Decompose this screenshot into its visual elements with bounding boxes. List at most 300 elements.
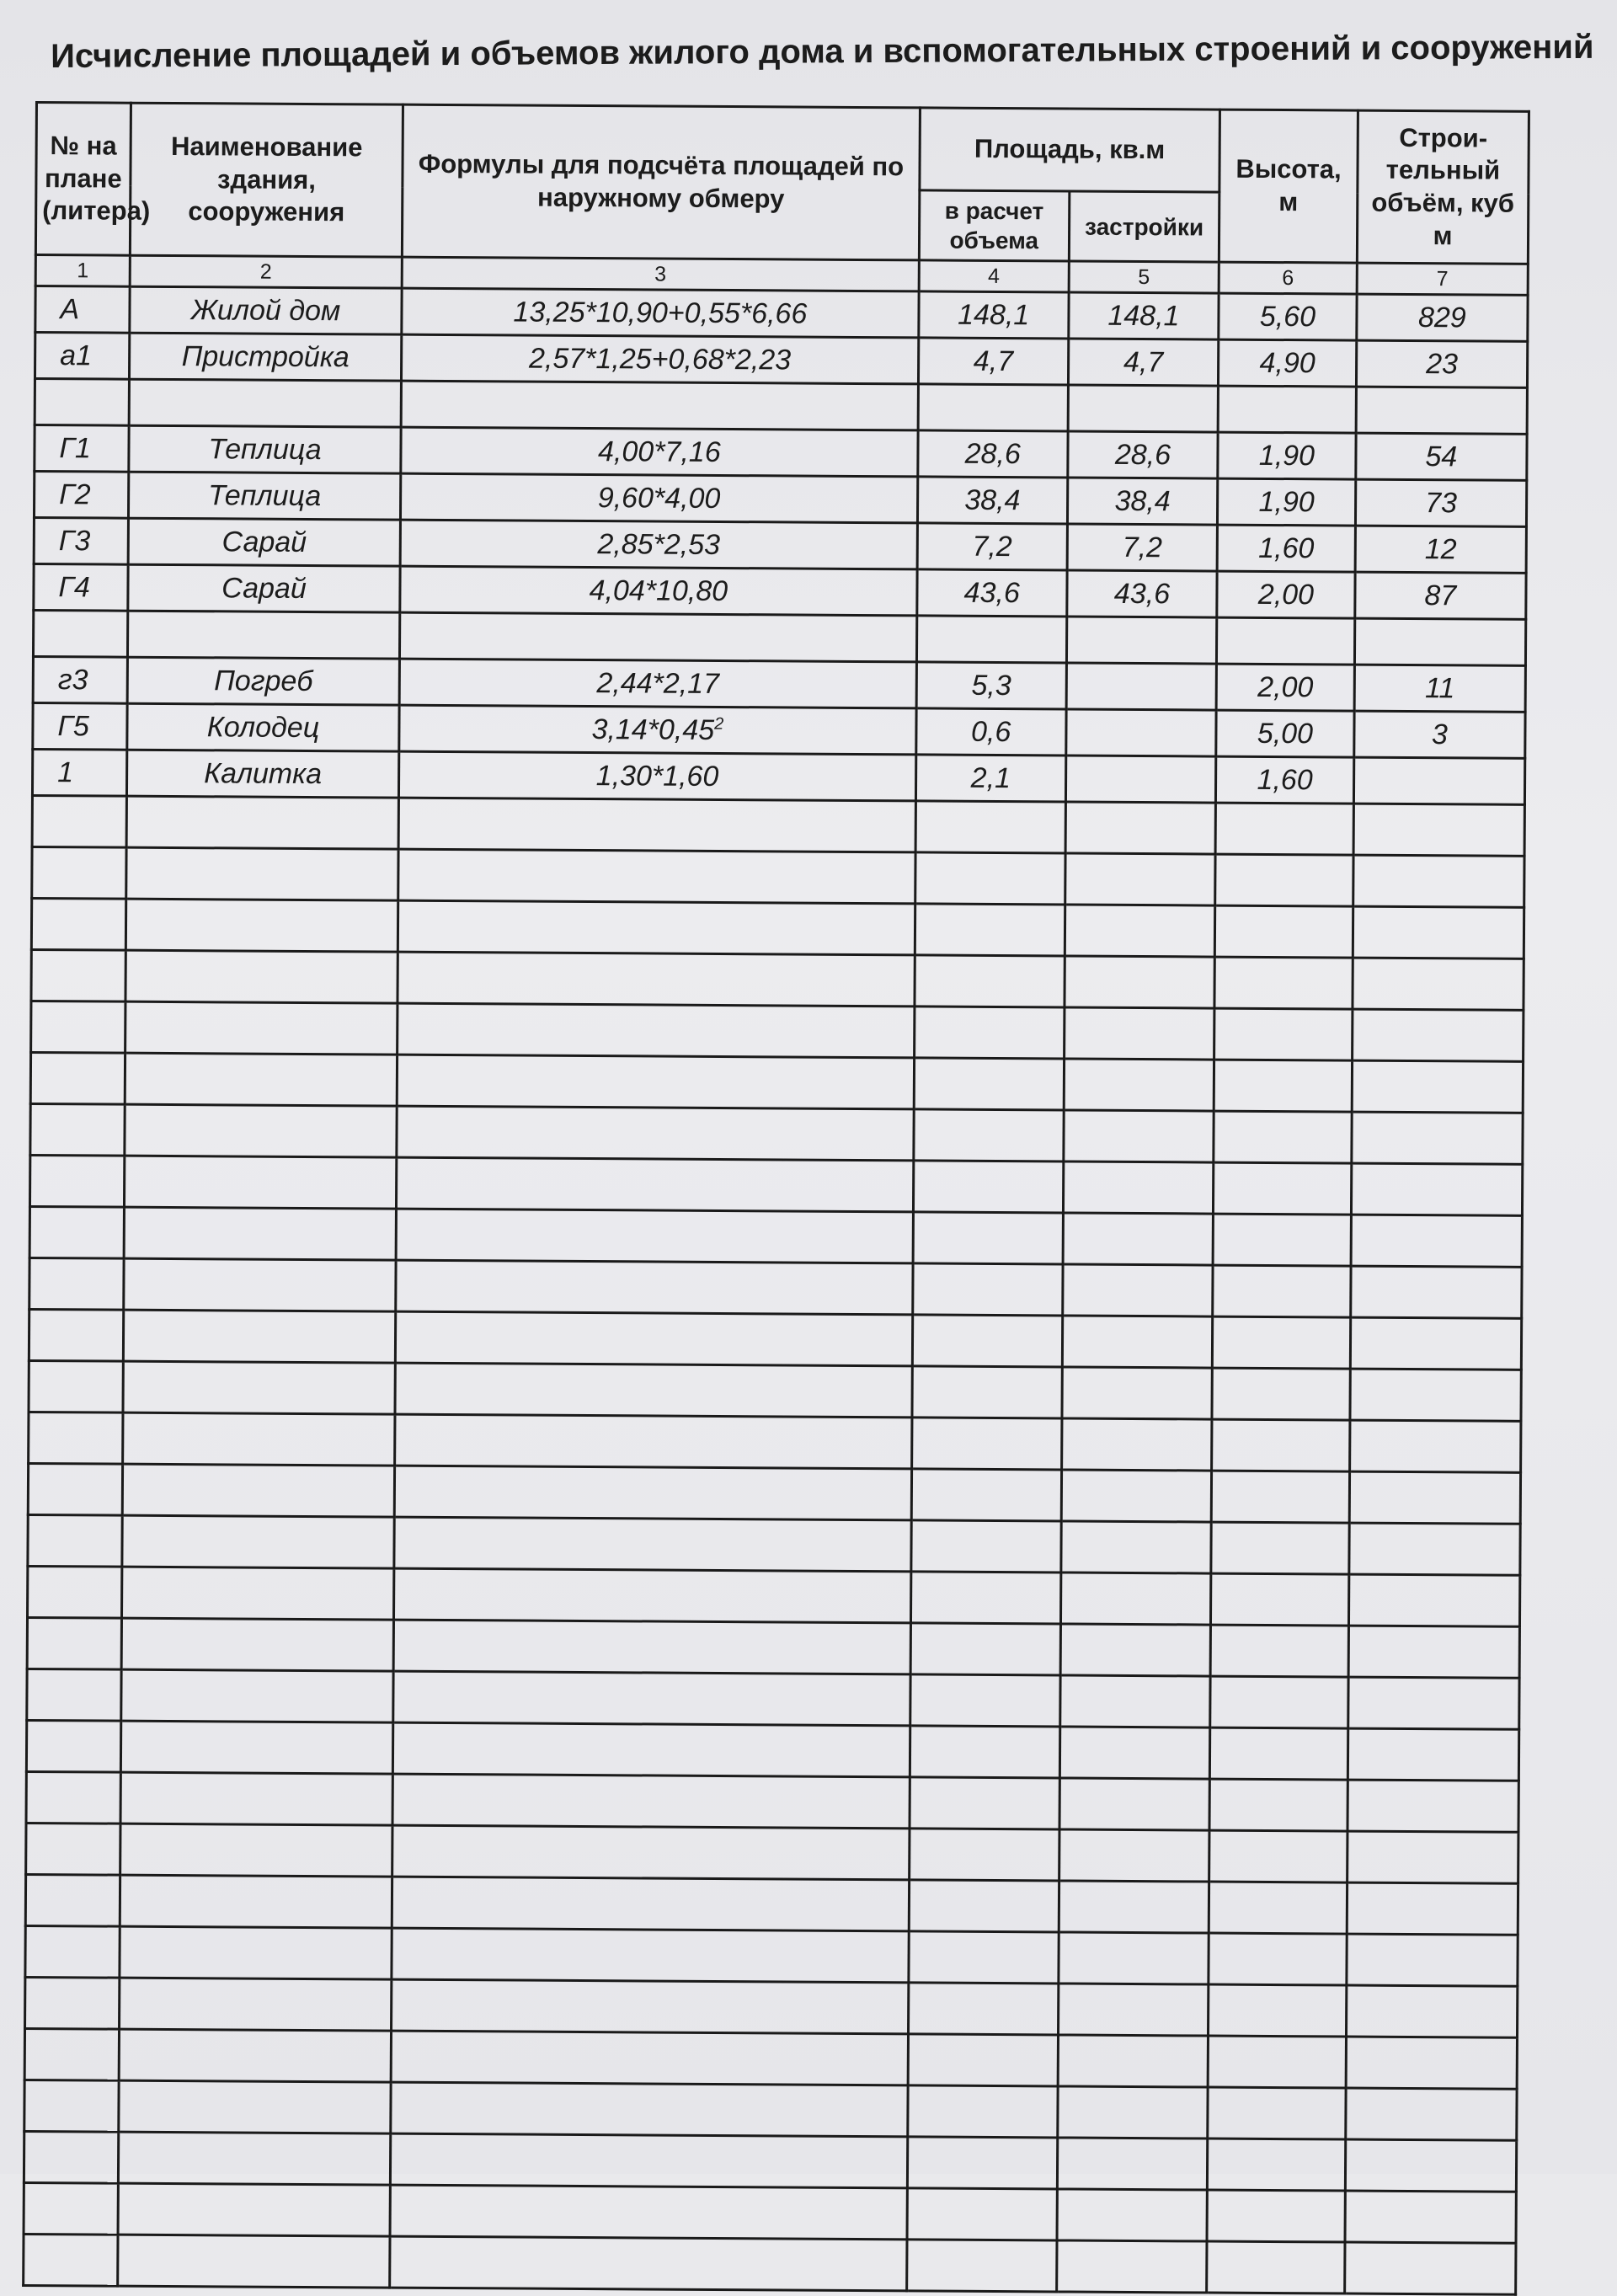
empty-cell [1207,2241,1345,2293]
cell-volume [1354,665,1525,712]
empty-table-row [32,795,1524,856]
cell-litera-text: а1 [60,339,93,371]
empty-cell [910,1623,1061,1675]
empty-cell [1061,1470,1212,1522]
header-litera: № на плане (литера) [35,103,131,256]
empty-cell [1058,1984,1209,2036]
empty-cell [392,1774,910,1829]
cell-volume [1356,340,1527,387]
cell-formula-text: 1,30*1,60 [595,759,719,793]
cell-formula-text: 4,00*7,16 [597,435,721,468]
empty-cell [32,795,126,847]
empty-table-row [26,1720,1518,1781]
empty-table-row [28,1463,1520,1524]
empty-table-row [29,1257,1522,1318]
empty-cell [1215,854,1353,906]
empty-cell [1060,1624,1211,1676]
cell-litera-text: Г3 [58,524,91,557]
empty-cell [119,2029,392,2082]
empty-cell [1059,1829,1210,1882]
empty-cell [911,1520,1062,1572]
cell-name [126,750,399,798]
calculation-table-wrapper [22,101,1530,2296]
empty-cell [125,950,398,1003]
cell-height [1219,339,1357,387]
empty-cell [906,2240,1057,2292]
empty-table-row [31,949,1524,1010]
empty-cell [124,1156,397,1209]
empty-cell [1065,853,1216,905]
cell-area-volume-text: 148,1 [958,298,1030,331]
cell-area-volume [918,338,1069,385]
cell-height-text: 1,90 [1258,439,1315,472]
cell-name-text: Колодец [206,710,320,744]
cell-volume [1356,433,1527,480]
empty-cell [24,2131,118,2183]
empty-cell [1213,1214,1351,1266]
empty-table-row [27,1669,1519,1729]
cell-area-volume [917,477,1068,524]
cell-name-text: Теплица [208,432,322,466]
cell-volume [1353,757,1524,804]
cell-area-built-text: 43,6 [1113,577,1171,610]
cell-formula [400,612,917,662]
empty-cell [392,1928,909,1983]
cell-area-volume [917,523,1068,570]
column-number: 6 [1219,262,1357,294]
cell-height-text: 2,00 [1257,670,1314,703]
empty-cell [1065,956,1215,1008]
empty-cell [1348,1780,1519,1832]
empty-cell [120,1823,393,1877]
cell-formula-text: 2,57*1,25+0,68*2,23 [528,342,792,376]
empty-table-row [29,1155,1522,1215]
empty-table-row [30,1052,1523,1113]
cell-litera-text: Г1 [59,431,92,464]
empty-cell [398,1003,915,1058]
cell-name [128,518,401,566]
empty-cell [394,1517,911,1572]
cell-formula [399,705,916,755]
cell-formula [401,381,918,430]
empty-cell [910,1572,1061,1624]
empty-cell [1345,2191,1517,2243]
cell-name-text: Сарай [221,571,307,605]
header-formula: Формулы для подсчёта площадей по наружному обмеру [403,104,921,260]
table-body [24,286,1528,2295]
cell-volume-text: 829 [1417,301,1466,334]
empty-cell [118,2235,391,2288]
header-area-volume: в расчет объема [919,190,1070,261]
empty-cell [910,1726,1060,1778]
cell-area-built [1065,756,1216,803]
header-area-group: Площадь, кв.м [920,108,1220,192]
empty-cell [1211,1471,1349,1523]
cell-area-volume-text: 4,7 [973,344,1014,377]
cell-area-volume [915,755,1066,802]
cell-area-built [1066,709,1217,756]
empty-cell [908,1983,1059,2035]
empty-cell [1353,855,1525,907]
cell-area-volume-text: 43,6 [963,576,1020,609]
cell-height-text: 5,00 [1257,717,1314,750]
empty-cell [1351,1266,1523,1318]
empty-table-row [24,2131,1516,2192]
empty-table-row [28,1566,1520,1626]
empty-cell [1352,1060,1524,1113]
empty-cell [1345,2139,1517,2192]
empty-cell [1214,957,1353,1009]
empty-table-row [25,1925,1518,1986]
cell-name [129,379,402,427]
cell-height-text: 5,60 [1259,300,1316,333]
empty-cell [126,796,399,849]
empty-cell [1214,905,1353,958]
empty-cell [1061,1521,1212,1573]
cell-volume [1356,387,1527,434]
cell-name [129,333,402,381]
empty-cell [28,1566,122,1618]
cell-name [128,472,401,520]
empty-cell [390,2236,907,2291]
empty-cell [31,1001,125,1053]
empty-cell [124,1258,397,1311]
empty-table-row [25,1977,1518,2037]
cell-formula [402,288,919,338]
cell-volume-text: 12 [1424,532,1457,565]
empty-cell [1211,1522,1349,1574]
empty-cell [393,1722,910,1777]
empty-cell [395,1414,912,1469]
empty-cell [29,1309,123,1361]
cell-area-built [1068,339,1219,386]
empty-cell [912,1263,1063,1316]
empty-cell [1059,1727,1210,1779]
cell-area-volume [917,430,1068,478]
cell-area-built-text: 4,7 [1123,345,1164,378]
column-number: 2 [130,255,403,288]
empty-cell [29,1155,124,1207]
cell-litera [34,563,128,611]
empty-cell [1057,2138,1208,2190]
cell-volume-text: 73 [1425,486,1458,519]
empty-cell [1211,1573,1349,1626]
cell-area-volume [916,569,1067,617]
empty-cell [1212,1368,1350,1420]
empty-cell [32,846,126,899]
empty-cell [28,1463,122,1515]
empty-cell [1348,1728,1519,1781]
empty-cell [1209,1727,1348,1780]
cell-area-volume-text: 7,2 [972,530,1012,563]
cell-litera-text: Г5 [57,709,89,742]
empty-cell [397,1055,914,1109]
empty-cell [1352,1112,1524,1164]
empty-cell [398,900,915,955]
cell-area-volume-text: 28,6 [964,437,1021,470]
empty-cell [913,1161,1064,1213]
cell-area-volume-text: 38,4 [964,483,1021,516]
cell-litera [34,472,128,519]
cell-name [128,564,401,612]
empty-cell [1064,1110,1214,1162]
empty-table-row [31,898,1524,958]
empty-cell [1349,1523,1521,1575]
document-title: Исчисление площадей и объемов жилого дома и вспомогательных строений и сооружений [51,28,1594,75]
empty-cell [391,2031,908,2085]
empty-cell [28,1514,122,1567]
empty-cell [29,1257,124,1310]
empty-cell [120,1926,392,1979]
cell-area-built [1067,478,1218,525]
empty-cell [1063,1161,1214,1214]
cell-volume [1355,479,1526,526]
cell-volume-text: 87 [1424,579,1457,611]
empty-cell [910,1777,1060,1829]
cell-area-volume-text: 0,6 [970,715,1011,748]
cell-volume-text: 11 [1424,671,1455,704]
cell-area-built [1069,292,1219,339]
empty-cell [392,1825,910,1880]
empty-cell [397,1157,914,1212]
empty-cell [1215,803,1353,855]
cell-litera [32,749,126,796]
empty-cell [26,1720,120,1772]
cell-litera-text: Г4 [58,570,90,603]
cell-area-built-text: 28,6 [1114,438,1171,471]
cell-name [127,703,400,751]
empty-table-row [26,1823,1518,1883]
empty-cell [1348,1574,1520,1626]
cell-name [127,611,400,659]
cell-litera-text: А [60,292,80,325]
cell-formula-text: 3,14*0,45 [591,713,715,746]
empty-cell [1350,1369,1522,1421]
cell-area-volume [915,708,1066,756]
empty-cell [912,1366,1063,1418]
empty-cell [119,2080,392,2133]
empty-cell [909,1931,1059,1984]
empty-cell [1346,2088,1518,2140]
cell-volume [1354,618,1525,665]
empty-cell [124,1207,397,1260]
empty-cell [1214,1111,1352,1163]
cell-volume [1355,572,1526,619]
empty-cell [123,1310,396,1363]
empty-cell [1210,1676,1348,1728]
cell-volume-text: 23 [1426,347,1459,380]
cell-formula-text: 9,60*4,00 [597,481,721,515]
cell-height [1217,617,1355,665]
header-height: Высота, м [1219,109,1358,263]
empty-cell [119,1978,392,2031]
cell-litera [34,517,128,564]
cell-volume-text: 54 [1425,440,1458,473]
empty-cell [1062,1316,1213,1368]
cell-name-text: Пристройка [181,339,350,373]
cell-formula-text: 4,04*10,80 [589,574,728,607]
empty-cell [914,1058,1065,1110]
empty-table-row [26,1771,1518,1832]
empty-table-row [24,2234,1516,2294]
empty-cell [1060,1675,1211,1727]
empty-cell [391,2082,908,2137]
cell-formula [400,520,917,569]
empty-cell [1351,1215,1523,1267]
empty-table-row [24,2182,1516,2243]
empty-cell [393,1671,910,1726]
cell-litera [35,286,130,334]
cell-height [1217,525,1355,572]
empty-cell [1346,2037,1518,2089]
empty-cell [398,798,915,852]
cell-litera [35,379,129,426]
cell-area-built [1067,524,1218,571]
empty-cell [1065,905,1215,957]
cell-area-built [1066,663,1217,710]
empty-cell [1210,1625,1348,1677]
cell-litera [35,425,129,473]
empty-table-row [32,846,1524,907]
empty-cell [911,1418,1062,1470]
empty-cell [122,1464,395,1517]
cell-height [1218,478,1356,526]
empty-table-row [29,1412,1521,1472]
empty-cell [123,1412,396,1466]
empty-cell [1063,1213,1214,1265]
empty-cell [1351,1163,1523,1215]
empty-cell [1065,802,1216,854]
cell-area-built-text: 7,2 [1122,531,1163,563]
empty-cell [26,1771,120,1823]
empty-cell [1350,1317,1522,1370]
empty-cell [24,2182,118,2235]
empty-cell [25,1977,120,2029]
cell-name-text: Калитка [204,756,323,790]
cell-area-volume-text: 2,1 [970,761,1011,794]
empty-cell [24,2028,119,2080]
cell-height-text: 1,90 [1258,485,1315,518]
empty-cell [908,2034,1059,2086]
empty-cell [913,1212,1064,1264]
cell-volume [1355,526,1526,573]
empty-cell [907,2188,1058,2240]
cell-formula [401,427,918,477]
column-number: 1 [35,255,130,287]
empty-cell [1209,1830,1348,1882]
empty-cell [396,1260,913,1315]
formula-exponent: 2 [714,714,724,734]
empty-cell [1064,1059,1214,1111]
column-number: 3 [402,257,919,291]
cell-formula-text: 2,44*2,17 [596,666,720,700]
empty-cell [29,1360,123,1412]
cell-formula [402,334,919,384]
empty-cell [1207,2190,1345,2242]
calculation-table [22,101,1530,2296]
empty-cell [1060,1572,1211,1625]
empty-cell [1212,1316,1350,1369]
cell-height-text: 2,00 [1257,578,1315,611]
empty-cell [397,1106,914,1161]
empty-cell [1209,1933,1347,1985]
cell-height-text: 1,60 [1257,763,1313,796]
cell-area-volume [916,616,1067,663]
empty-cell [29,1412,123,1464]
empty-cell [915,955,1065,1007]
header-area-built: застройки [1069,191,1219,262]
empty-cell [125,1001,398,1055]
empty-cell [1208,2138,1346,2191]
cell-formula [399,659,916,708]
header-volume: Строи-тельный объём, куб м [1357,110,1529,264]
empty-cell [31,898,125,950]
empty-cell [30,1052,125,1104]
cell-litera-text: 1 [57,756,74,788]
empty-cell [1057,2240,1208,2293]
empty-cell [30,1103,125,1156]
empty-cell [27,1617,121,1669]
empty-cell [123,1361,396,1414]
empty-cell [1208,2036,1346,2088]
empty-table-row [30,1103,1523,1164]
empty-cell [1214,1162,1352,1215]
empty-cell [390,2185,907,2240]
empty-cell [1057,2189,1208,2241]
empty-cell [1209,1984,1347,2037]
empty-cell [25,1874,120,1926]
empty-cell [1347,1882,1518,1935]
empty-cell [395,1363,912,1418]
empty-cell [391,2133,908,2188]
empty-cell [122,1515,395,1568]
cell-area-built [1068,431,1219,478]
empty-cell [1063,1264,1214,1316]
empty-cell [909,1829,1059,1881]
empty-table-row [25,1874,1518,1935]
empty-cell [907,2137,1058,2189]
empty-cell [398,849,915,904]
empty-cell [1353,804,1525,856]
empty-cell [1346,1985,1518,2037]
empty-cell [396,1209,913,1263]
empty-cell [125,1104,398,1157]
empty-cell [915,904,1065,956]
cell-name-text: Погреб [214,664,313,697]
cell-area-volume-text: 5,3 [971,669,1011,702]
empty-cell [120,1721,393,1774]
empty-cell [1059,1778,1210,1830]
cell-formula [401,473,918,523]
empty-cell [31,949,125,1001]
empty-table-row [24,2080,1517,2140]
cell-litera [33,610,127,657]
empty-cell [1349,1420,1521,1472]
column-number: 7 [1357,263,1528,295]
empty-cell [907,2085,1058,2138]
empty-cell [1352,1009,1524,1061]
cell-height [1216,756,1354,804]
empty-cell [1062,1367,1213,1419]
header-name: Наименование здания, сооружения [130,103,403,257]
cell-litera-text: Г2 [59,478,91,510]
empty-cell [27,1669,121,1721]
cell-height-text: 4,90 [1259,346,1315,379]
column-number: 5 [1069,261,1219,293]
empty-cell [392,1877,909,1931]
cell-volume [1357,294,1528,341]
empty-cell [29,1206,124,1258]
